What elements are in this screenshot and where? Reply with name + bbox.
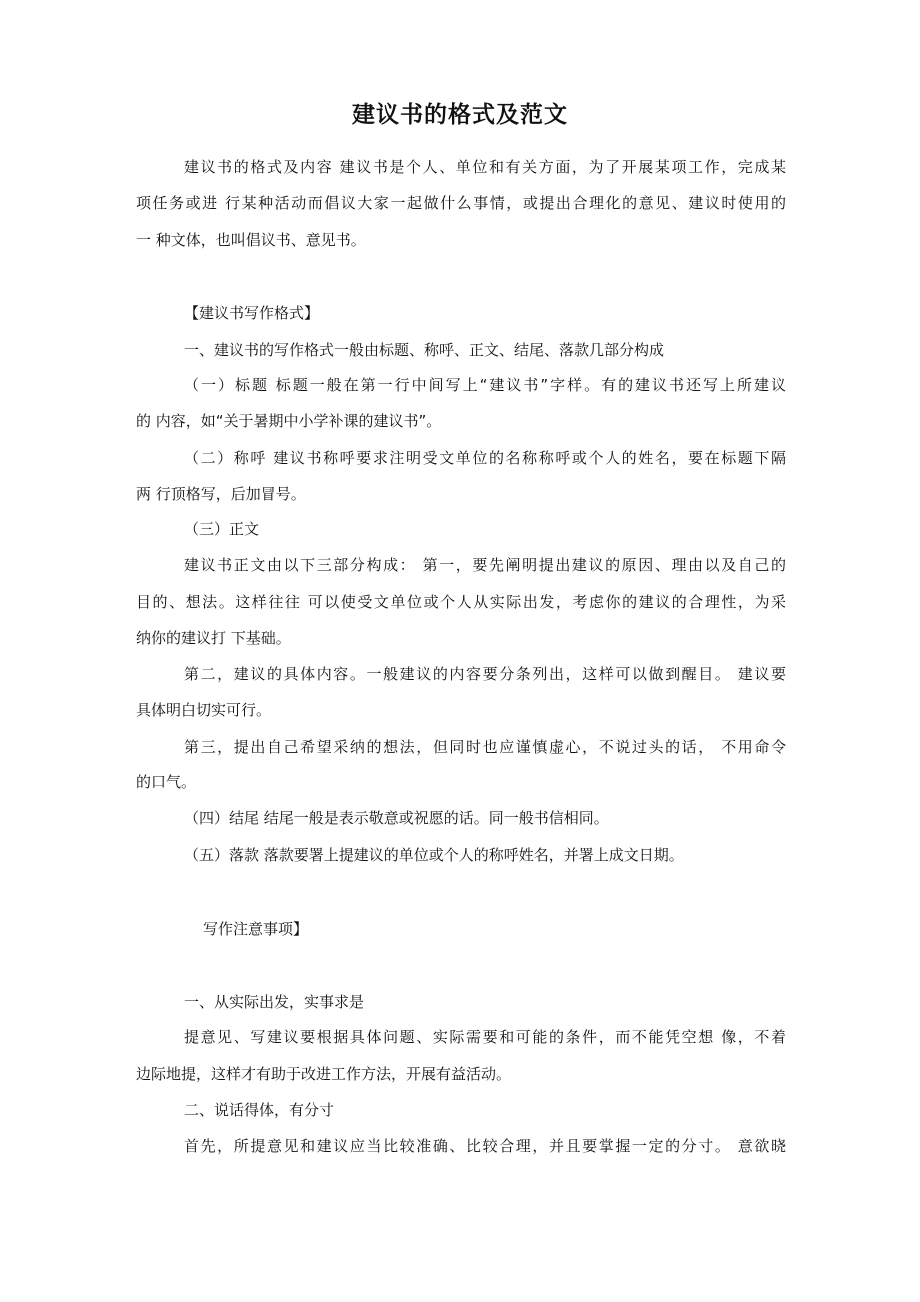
paragraph-line: 一、从实际出发，实事求是 [184, 993, 365, 1011]
paragraph-line: 第二，建议的具体内容。一般建议的内容要分条列出，这样可以做到醒目。 建议要 [184, 665, 786, 683]
paragraph-line: 建议书正文由以下三部分构成： 第一，要先阐明提出建议的原因、理由以及自己的 [184, 556, 786, 574]
paragraph-line: 具体明白切实可行。 [136, 701, 272, 719]
document-title: 建议书的格式及范文 [352, 101, 568, 128]
paragraph-line: （三）正文 [184, 520, 260, 538]
paragraph-line: 项任务或进 行某种活动而倡议大家一起做什么事情，或提出合理化的意见、建议时使用的 [136, 194, 786, 212]
paragraph-line: 提意见、写建议要根据具体问题、实际需要和可能的条件，而不能凭空想 像，不着 [184, 1028, 786, 1046]
paragraph-line: 第三，提出自己希望采纳的想法，但同时也应谨慎虚心，不说过头的话， 不用命令 [184, 738, 786, 756]
section-heading: 【建议书写作格式】 [184, 304, 320, 322]
paragraph-line: 一、建议书的写作格式一般由标题、称呼、正文、结尾、落款几部分构成 [184, 341, 665, 359]
paragraph-line: （五）落款 落款要署上提建议的单位或个人的称呼姓名，并署上成文日期。 [184, 846, 684, 864]
section-heading: 写作注意事项】 [203, 920, 309, 938]
paragraph-line: 建议书的格式及内容 建议书是个人、单位和有关方面，为了开展某项工作，完成某 [184, 158, 786, 176]
paragraph-line: 边际地提，这样才有助于改进工作方法，开展有益活动。 [136, 1065, 512, 1083]
paragraph-line: 一 种文体，也叫倡议书、意见书。 [136, 231, 366, 249]
paragraph-line: 的 内容，如“关于暑期中小学补课的建议书”。 [136, 412, 442, 430]
paragraph-line: 纳你的建议打 下基础。 [136, 629, 291, 647]
paragraph-line: （一）标题 标题一般在第一行中间写上“建议书”字样。有的建议书还写上所建议 [184, 376, 786, 394]
paragraph-line: 目的、想法。这样往往 可以使受文单位或个人从实际出发，考虑你的建议的合理性，为采 [136, 593, 786, 611]
paragraph-line: （二）称呼 建议书称呼要求注明受文单位的名称称呼或个人的姓名，要在标题下隔 [184, 449, 786, 467]
paragraph-line: 二、说话得体，有分寸 [184, 1101, 335, 1119]
paragraph-line: （四）结尾 结尾一般是表示敬意或祝愿的话。同一般书信相同。 [184, 809, 609, 827]
paragraph-line: 首先，所提意见和建议应当比较准确、比较合理，并且要掌握一定的分寸。 意欲晓 [184, 1137, 786, 1155]
paragraph-line: 的口气。 [136, 773, 197, 791]
paragraph-line: 两 行顶格写，后加冒号。 [136, 485, 306, 503]
